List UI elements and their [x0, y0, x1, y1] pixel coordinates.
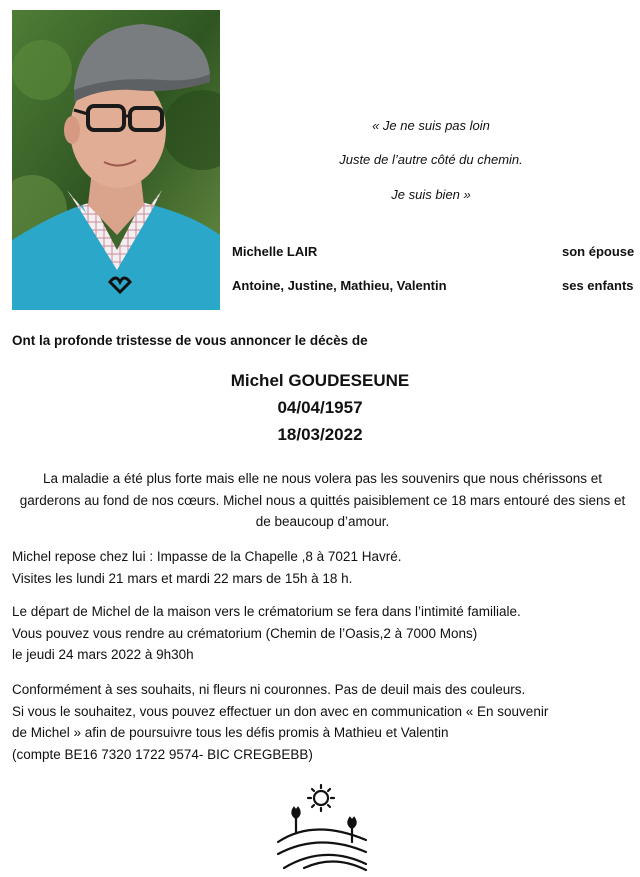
paragraph-line: de beaucoup d’amour. — [255, 514, 390, 529]
paragraph-tribute — [10, 468, 635, 533]
paragraph-line: Michel repose chez lui : Impasse de la Chapelle ,8 à 7021 Havré. — [12, 549, 402, 564]
family-name-1: Michelle LAIR — [232, 244, 318, 259]
poem-line-1: « Je ne suis pas loin — [372, 118, 490, 133]
paragraph-line: le jeudi 24 mars 2022 à 9h30h — [12, 647, 194, 662]
paragraph-line: Si vous le souhaitez, vous pouvez effectuer un don avec en communication « En souvenir — [12, 703, 549, 719]
family-name-2: Antoine, Justine, Mathieu, Valentin — [232, 278, 447, 293]
paragraph-line: La maladie a été plus forte mais elle ne nous volera pas les souvenirs que nous chérissons et — [42, 471, 603, 486]
paragraph-wishes — [12, 679, 632, 765]
portrait-photo — [12, 10, 220, 310]
poem-line-3: Je suis bien » — [391, 187, 471, 202]
family-role-2: ses enfants — [562, 278, 634, 293]
paragraph-line: Visites les lundi 21 mars et mardi 22 mars de 15h à 18 h. — [12, 570, 353, 586]
paragraph-line: Vous pouvez vous rendre au crématorium (Chemin de l’Oasis,2 à 7000 Mons) — [12, 625, 478, 641]
paragraph-line: garderons au fond de nos cœurs. Michel nous a quittés paisiblement ce 18 mars entouré des siens et — [19, 492, 626, 508]
paragraph-line: Conformément à ses souhaits, ni fleurs ni couronnes. Pas de deuil mais des couleurs. — [12, 682, 526, 697]
deceased-name: Michel GOUDESEUNE — [230, 371, 410, 390]
paragraph-visits — [12, 546, 632, 589]
paragraph-line: Le départ de Michel de la maison vers le crématorium se fera dans l’intimité familiale. — [12, 604, 521, 619]
poem-line-2: Juste de l’autre côté du chemin. — [339, 152, 523, 167]
paragraph-crematorium — [12, 601, 632, 666]
announcement-text: Ont la profonde tristesse de vous annoncer le décès de — [12, 333, 368, 348]
paragraph-line: de Michel » afin de poursuivre tous les défis promis à Mathieu et Valentin — [12, 725, 449, 740]
birth-date: 04/04/1957 — [277, 398, 363, 417]
landscape-sun-icon — [274, 782, 370, 872]
death-date: 18/03/2022 — [277, 425, 363, 444]
paragraph-line: (compte BE16 7320 1722 9574- BIC CREGBEBB) — [12, 746, 313, 762]
family-role-1: son épouse — [562, 244, 635, 259]
